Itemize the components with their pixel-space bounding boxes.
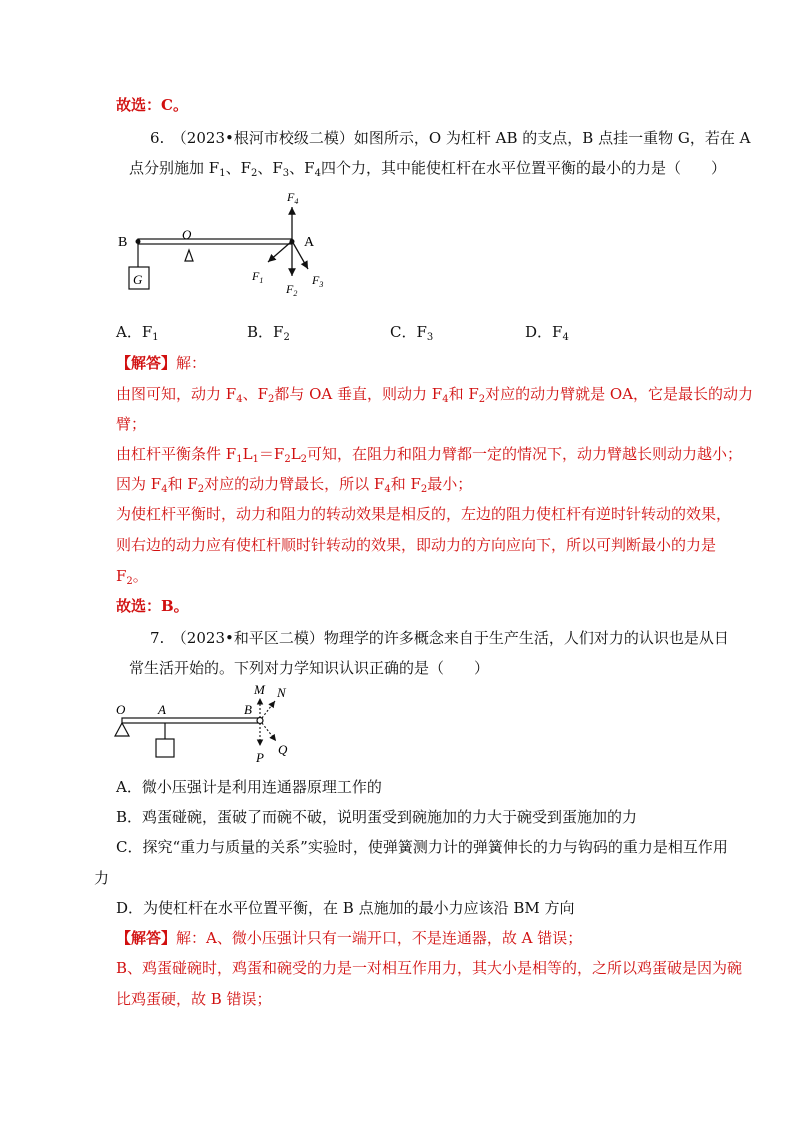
q7-option-b: B．鸡蛋碰碗，蛋破了而碗不破，说明蛋受到碗施加的力大于碗受到蛋施加的力 — [116, 808, 638, 826]
q6-stem-line1: 6. （2023•根河市校级二模）如图所示，O 为杠杆 AB 的支点，B 点挂一重物 G，若在 A — [150, 129, 751, 147]
q7-stem-line1: 7. （2023•和平区二模）物理学的许多概念来自于生产生活，人们对力的认识也是从日 — [150, 629, 729, 647]
q6-answer-line1: 由图可知，动力 $F_4$、$F_2$都与 OA 垂直，则动力 $F_4$和 $F_2$对应的动力臂就是 OA，它是最长的动力 — [116, 385, 754, 405]
label-q: Q — [278, 742, 288, 757]
q6-answer-line7: $F_2$。 — [116, 567, 148, 587]
weight-box — [156, 739, 174, 757]
label-n: N — [277, 685, 286, 700]
label-m: M — [254, 682, 265, 697]
point-b-circle — [257, 718, 263, 724]
label-g: G — [133, 272, 143, 287]
q7-option-a: A．微小压强计是利用连通器原理工作的 — [116, 778, 382, 796]
q7-answer-line2: B、鸡蛋碰碗时，鸡蛋和碗受的力是一对相互作用力，其大小是相等的，之所以鸡蛋破是因为碗 — [116, 959, 743, 977]
fulcrum-triangle — [185, 250, 193, 261]
label-b: B — [244, 702, 252, 717]
fulcrum-triangle — [115, 723, 129, 736]
q6-answer-line6: 则右边的动力应有使杠杆顺时针转动的效果，即动力的方向应向下，所以可判断最小的力是 — [116, 536, 717, 554]
point-b-dot — [136, 239, 141, 244]
q7-answer-line3: 比鸡蛋硬，故 B 错误； — [116, 990, 272, 1008]
q6-answer-heading: 【解答】解： — [116, 354, 207, 372]
direction-n-arrow — [262, 701, 275, 718]
q6-answer-line4: 因为 $F_4$和 $F_2$对应的动力臂最长，所以 $F_4$和 $F_2$最小； — [116, 475, 473, 495]
q6-option-b: B．$F_2$ — [247, 323, 290, 343]
q7-lever-figure — [110, 682, 310, 764]
direction-q-arrow — [262, 723, 276, 741]
lever-bar — [138, 239, 292, 244]
label-o: O — [116, 702, 126, 717]
q7-stem-line2: 常生活开始的。下列对力学知识认识正确的是（ ） — [129, 659, 490, 677]
label-a: A — [158, 702, 166, 717]
label-b: B — [118, 235, 128, 250]
q6-lever-figure — [110, 185, 350, 310]
q6-stem-line2: 点分别施加 $F_1$、$F_2$、$F_3$、$F_4$四个力，其中能使杠杆在水平位置平衡的最小的力是（ ） — [129, 159, 726, 179]
q6-option-d: D．$F_4$ — [525, 323, 569, 343]
q6-answer-line3: 由杠杆平衡条件 $F_1L_1=F_2L_2$可知，在阻力和阻力臂都一定的情况下，动力臂越长则动力越小； — [116, 445, 743, 465]
label-o: O — [182, 227, 192, 242]
q7-option-d: D．为使杠杆在水平位置平衡，在 B 点施加的最小力应该沿 BM 方向 — [116, 899, 575, 917]
label-f2: $F_2$ — [286, 282, 298, 298]
q6-option-a: A．$F_1$ — [116, 323, 159, 343]
q7-answer-line1: 【解答】解：A、微小压强计只有一端开口，不是连通器，故 A 错误； — [116, 929, 583, 947]
lever-bar — [122, 718, 259, 723]
label-f3: $F_3$ — [312, 273, 324, 289]
label-p: P — [256, 750, 264, 764]
q7-option-c-line2: 力 — [94, 869, 110, 887]
label-a: A — [304, 235, 315, 250]
q6-choice: 故选：B。 — [116, 597, 189, 615]
q7-option-c-line1: C．探究“重力与质量的关系”实验时，使弹簧测力计的弹簧伸长的力与钩码的重力是相互作用 — [116, 838, 728, 856]
label-f1: $F_1$ — [252, 269, 264, 285]
q5-choice: 故选：C。 — [116, 96, 188, 114]
q6-answer-line5: 为使杠杆平衡时，动力和阻力的转动效果是相反的，左边的阻力使杠杆有逆时针转动的效果， — [116, 505, 732, 523]
label-f4: $F_4$ — [287, 190, 299, 206]
q6-option-c: C．$F_3$ — [390, 323, 434, 343]
q6-answer-line2: 臂； — [116, 415, 147, 433]
